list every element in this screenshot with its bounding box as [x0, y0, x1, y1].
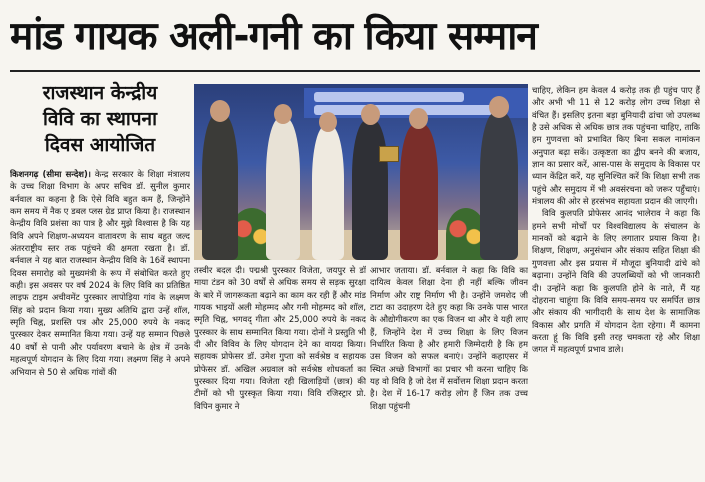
person-head [409, 108, 428, 129]
person-figure [312, 126, 344, 260]
news-photo [194, 84, 528, 260]
person-figure [480, 112, 518, 260]
dateline: किशनगढ़ (सीमा सन्देश)। [10, 169, 91, 179]
banner-text-hindi [314, 92, 464, 102]
article-text: केन्द्र सरकार के शिक्षा मंत्रालय के उच्च शिक्षा विभाग के अपर सचिव डॉ. सुनील कुमार बर्नवाल का कहना है कि ऐसे विवि बहुत कम हैं, जिन्होंने कम समय में नैक ए डबल प्लस ग्रेड प्राप्त किया है। राजस्थान केन्द्रीय विवि प्रशंसा का पात्र है और मुझे विश्वास है कि यह विवि अपने शिक्षण-अध्ययन वातावरण के साथ बहुत जल्द अंतरराष्ट्रीय स्तर तक पहुंचने की क्षमता रखता है। डॉ. बर्नवाल ने यह बात राजस्थान केन्द्रीय विवि के 16वें स्थापना दिवस समारोह को मुख्यमंत्री के रूप में संबोधित करते हुए कही। इस अवसर पर वर्ष 2024 के लिए विवि का प्रतिष्ठित लाइफ टाइम अचीवमेंट पुरस्कार लापोड़िया गांव के लक्ष्मण सिंह को प्रदान किया गया। मुख्य अतिथि द्वारा उन्हें शॉल, स्मृति चिह्न, प्रशस्ति पत्र और 25,000 रुपये के नकद पुरस्कार देकर सम्मानित किया गया। उन्हें यह सम्मान पिछले 40 वर्षों से पानी और पर्यावरण बचाने के क्षेत्र में उनके महत्वपूर्ण योगदान के लिए दिया गया। लक्ष्मण सिंह ने अपने अभियान से 50 से अधिक गांवों की [10, 169, 190, 377]
person-figure [400, 124, 438, 260]
article-column-4 [532, 84, 700, 474]
award-plaque [379, 146, 399, 162]
person-head [361, 104, 380, 125]
article-column-2 [194, 264, 366, 474]
headline-rule [10, 70, 700, 72]
person-head [210, 100, 230, 122]
person-figure [202, 114, 238, 260]
person-head [489, 96, 509, 118]
subheadline-line-2: विवि का स्थापना [42, 108, 158, 130]
person-figure [266, 118, 300, 260]
article-column-3 [370, 264, 528, 474]
subheadline-box [10, 80, 190, 164]
article-text: तस्वीर बदल दी। पद्मश्री पुरस्कार विजेता, जयपुर से डॉ माया टंडन को 30 वर्षों से अधिक समय से सड़क सुरक्षा के बारे में जागरूकता बढ़ाने का काम कर रही हैं और मांड गायक भाइयों अली मोहम्मद और गनी मोहम्मद को शॉल, स्मृति चिह्न, भगवद् गीता और 25,000 रुपये के नकद पुरस्कार के साथ सम्मानित किया गया। दोनों ने प्रस्तुति भी दी और विविव के लिए योगदान देने का वायदा किया। सहायक प्रोफेसर डॉ. उमेश गुप्ता को सर्वश्रेष्ठ व सहायक प्रोफेसर डॉ. अखिल अग्रवाल को सर्वश्रेष्ठ शोधकर्ता का पुरस्कार दिया गया। विजेता रही खिलाड़ियों (छात्र) की टीमों को भी पुरस्कृत किया गया। विवि रजिस्ट्रार प्रो. विपिन कुमार ने [194, 265, 366, 411]
headline: मांड गायक अली-गनी का किया सम्मान [10, 14, 537, 59]
subheadline-line-3: दिवस आयोजित [44, 134, 156, 156]
article-text: आभार जताया। डॉ. बर्नवाल ने कहा कि विवि का दायित्व केवल शिक्षा देना ही नहीं बल्कि जीवन निर्माण और राष्ट्र निर्माण भी है। उन्होंने जमशेद जी टाटा का उदाहरण देते हुए कहा कि उनके पास भारत के औद्योगीकरण का एक विजन था और वे यही लाए हैं, जिन्होंने देश में उच्च शिक्षा के लिए विजन निर्धारित किया है और हमारी जिम्मेदारी है कि हम उस विजन को सफल बनाएं। उन्होंने कहाएसर में स्थित अच्छे विभागों का प्रचार भी करना चाहिए कि यह वो विवि है जो देश में सर्वोत्तम शिक्षा प्रदान करता है। देश में 16-17 करोड़ लोग हैं जिन तक उच्च शिक्षा पहुंचनी [370, 265, 528, 411]
article-paragraph: विवि कुलपति प्रोफेसर आनंद भालेराव ने कहा कि हमने सभी मोर्चों पर विश्वविद्यालय के संचालन के मानकों को बढ़ाने के लिए लगातार प्रयास किया है। शिक्षण, शिक्षण, अनुसंधान और संकाय सहित शिक्षा की गुणवत्ता और इस प्रयास में मौजूदा बुनियादी ढांचे को बढ़ाना। उन्होंने विवि की उपलब्धियों को भी जानकारी दी। उन्होंने कहा कि कुलपति होने के नाते, मैं यह दोहराना चाहूंगा कि विवि समय-समय पर समर्पित छात्र और संकाय की भागीदारी के साथ देश के सामाजिक विकास और प्रगति में योगदान देता रहेगा। मैं कामना करता हूं कि विवि इसी तरह चमकता रहे और शिक्षा जगत में महत्वपूर्ण प्रभाव डाले। [532, 208, 700, 355]
person-figure [352, 120, 388, 260]
person-head [274, 104, 292, 124]
article-paragraph: चाहिए, लेकिन हम केवल 4 करोड़ तक ही पहुंच पाए हैं और अभी भी 11 से 12 करोड़ लोग उच्च शिक्षा से वंचित हैं। इसलिए इतना बड़ा बुनियादी ढांचा जो उपलब्ध है उसे अधिक से अधिक छात्र तक पहुंचना चाहिए, ताकि हम गुणवत्ता को प्रभावित किए बिना सकल नामांकन अनुपात बढ़ा सकें। उत्कृष्टता का द्वीप बनने की बजाय, ज्ञान का प्रसार करें, आस-पास के समुदाय के विकास पर ध्यान केंद्रित करें, यह सुनिश्चित करें कि शिक्षा सभी तक पहुंचे और समुदाय में भी अवसंरचना को जरूर पहुँचाएं। मंत्रालय की ओर से हरसंभव सहायता प्रदान की जाएगी। [532, 85, 700, 207]
article-column-1 [10, 168, 190, 473]
person-head [319, 112, 337, 132]
subheadline-line-1: राजस्थान केन्द्रीय [42, 82, 158, 104]
